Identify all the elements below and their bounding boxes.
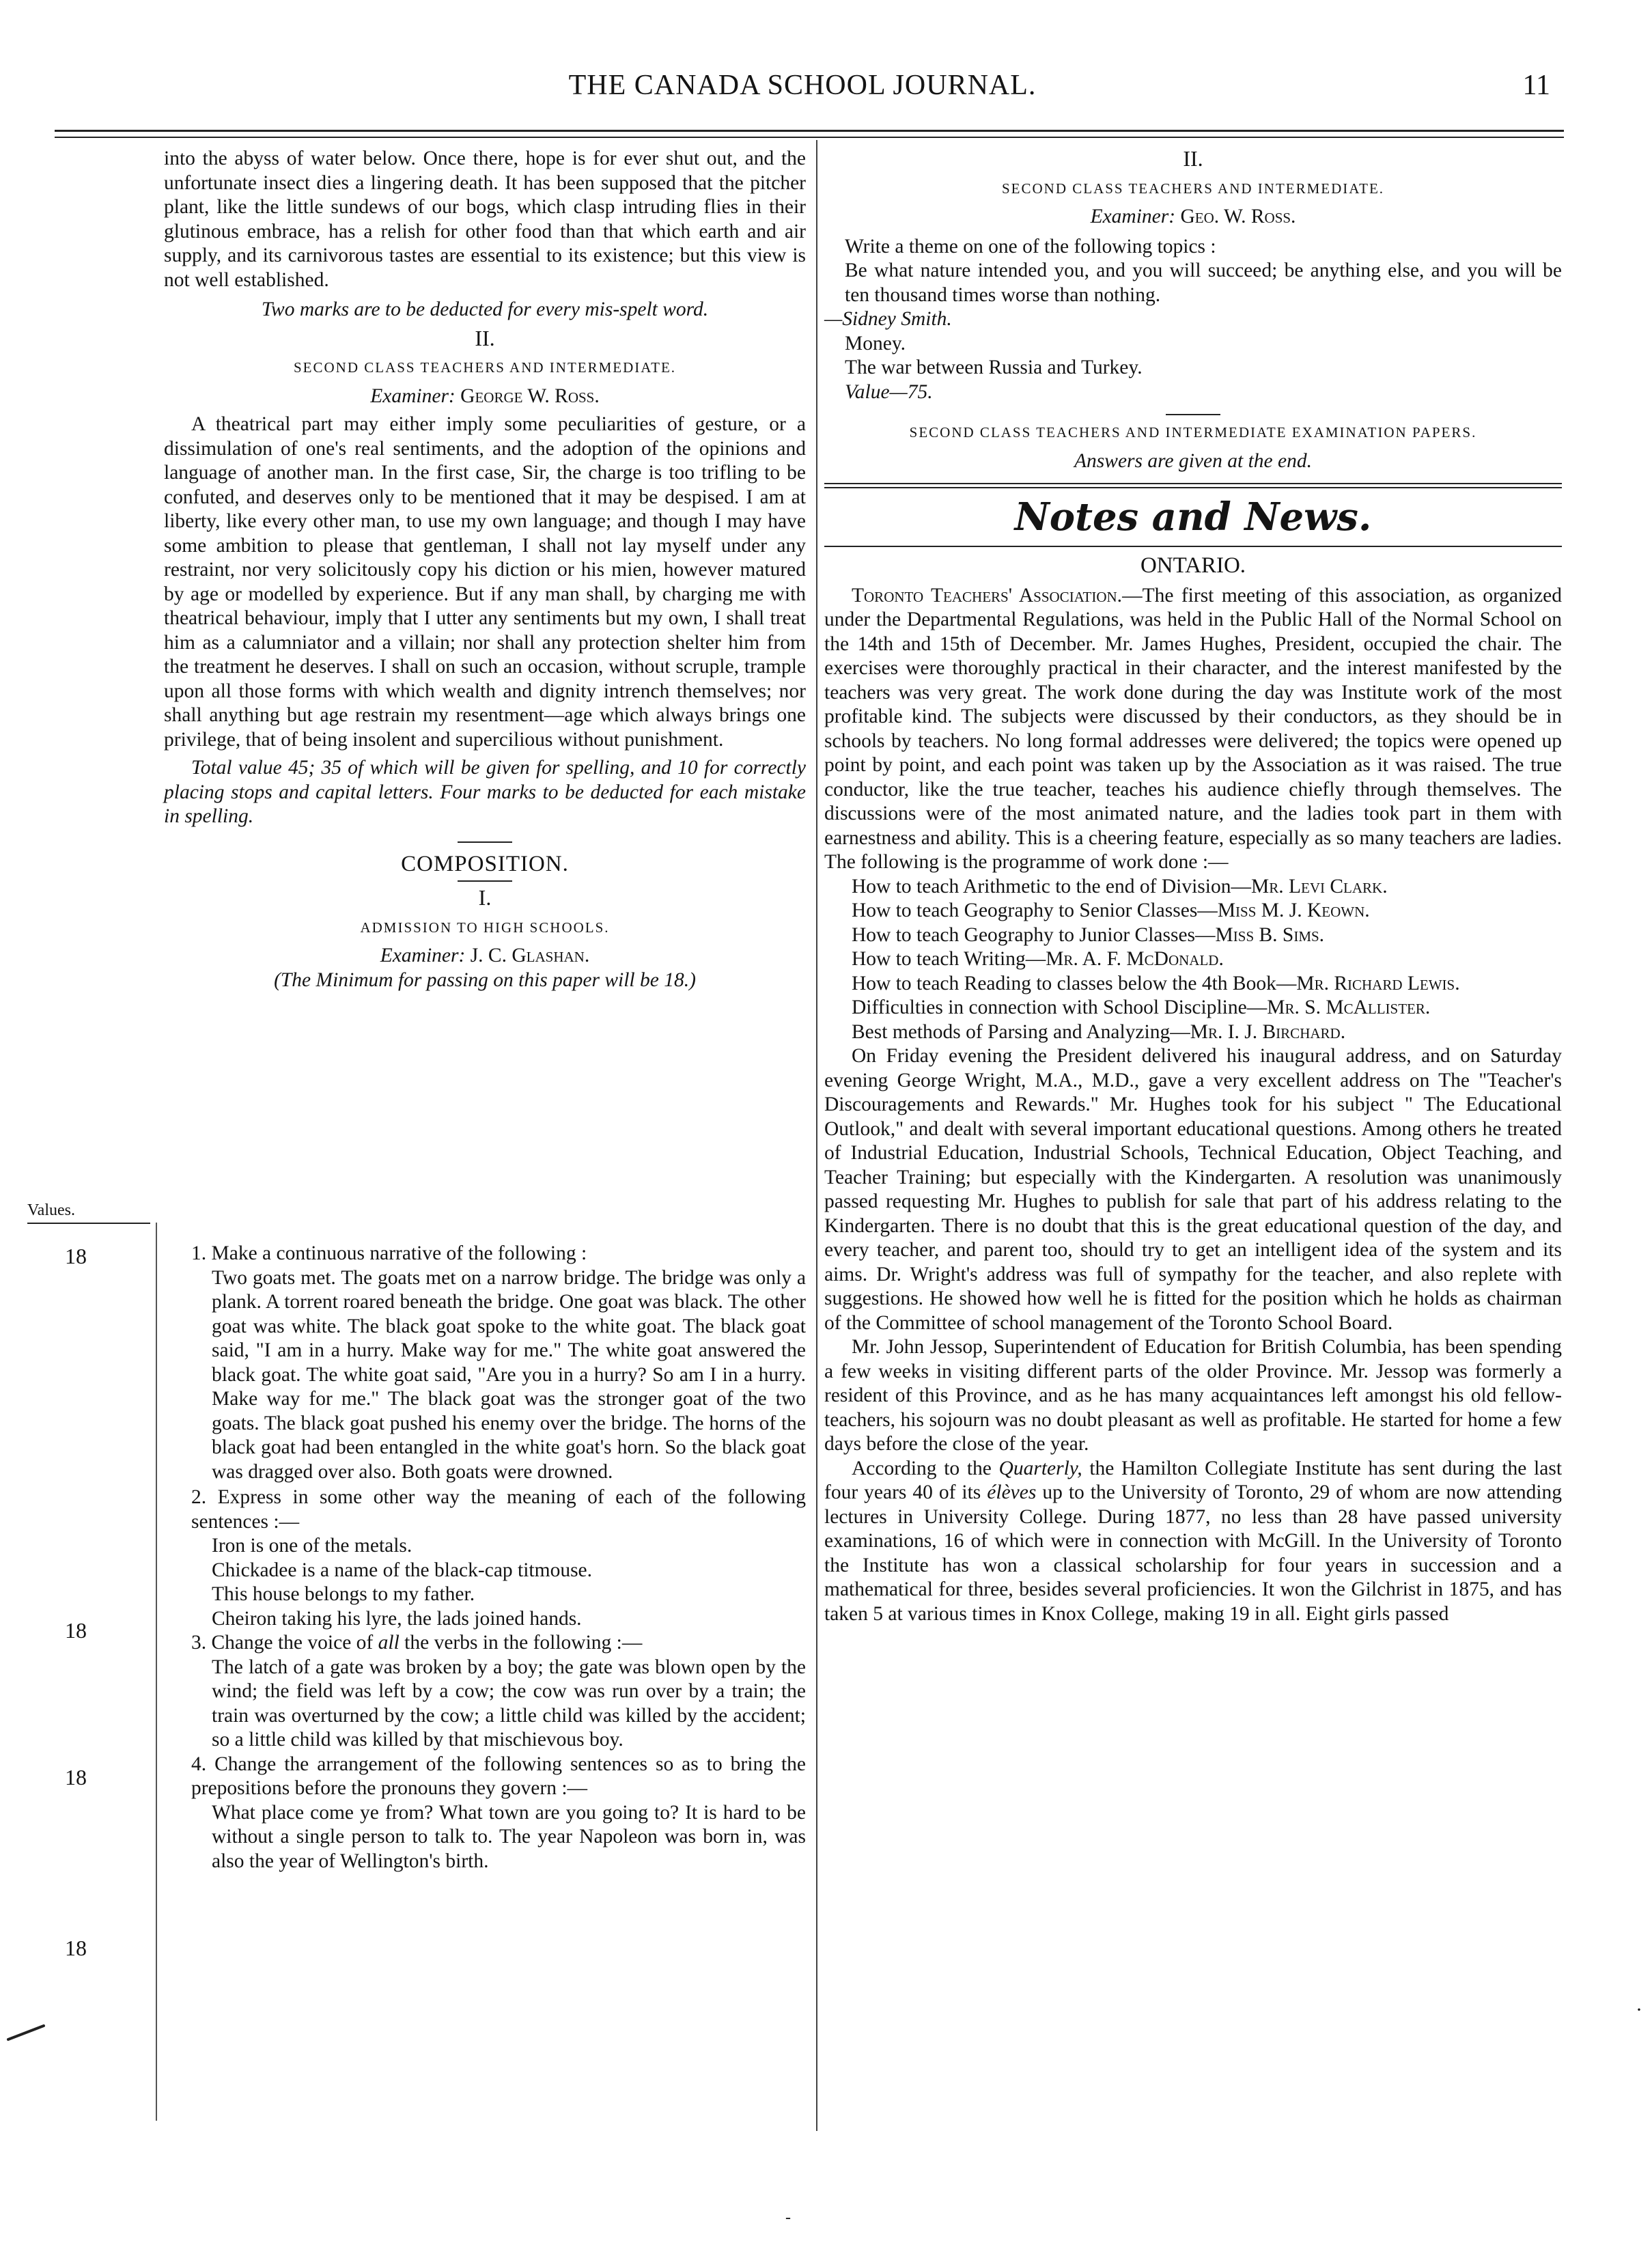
programme-topic: Best methods of Parsing and Analyzing— (852, 1020, 1190, 1043)
examiner-name: J. C. Glashan. (470, 945, 590, 966)
quarterly-title: Quarterly, (998, 1457, 1082, 1479)
hamilton-text: up to the University of Toronto, 29 of whom are now attending lectures in University College. During 1877, no less than 28 have passed university examinations, 16 of which were in connection with McGill. In the University of Toronto the Institute has won a classical scholarship for four years in succession and a mathematical for three, besides several proficiencies. It won the Gilchrist in 1875, and has taken 5 at various times in Knox College, making 19 in all. Eight girls passed (824, 1481, 1563, 1625)
theme-topic: The war between Russia and Turkey. (845, 357, 1143, 378)
value-note: Value—75. (845, 380, 933, 403)
answers-note: Answers are given at the end. (1074, 449, 1312, 472)
programme-item (824, 947, 1562, 972)
friday-paragraph: On Friday evening the President delivered his inaugural address, and on Saturday evening George Wright, M.A., M.D., gave a very excellent address on The "Teacher's Discouragements and Rewards." Mr. Hughes took for his subject " The Educational Outlook," and dealt with several important educational questions. Among others he treated of Industrial Education, Industrial Schools, Technical Education, Object Teaching, and Teacher Training; but especially with the Kindergarten. A resolution was unanimously passed requesting Mr. Hughes to publish for sale that part of his address relating to the Kindergarten. There is no doubt that this is the great educational question of the day, and every teacher, and parent too, should try to get an intelligent idea of the system and its aims. Dr. Wright's address was full of sympathy for the teacher, and also replete with suggestions. He showed how well he is fitted for the position which he holds as chairman of the Committee of school management of the Toronto School Board. (824, 1045, 1562, 1334)
question-2-line: This house belongs to my father. (212, 1583, 475, 1605)
question-2-intro: 2. Express in some other way the meaning of each of the following sentences :— (191, 1486, 806, 1533)
section-heading: SECOND CLASS TEACHERS AND INTERMEDIATE. (293, 359, 677, 376)
ontario-heading: ONTARIO. (1140, 553, 1246, 578)
theme-intro: Write a theme on one of the following topics : (845, 235, 1216, 257)
values-rule (27, 1223, 150, 1224)
journal-title: THE CANADA SCHOOL JOURNAL. (568, 70, 1037, 101)
question-4-body: What place come ye from? What town are you going to? It is hard to be without a single person to talk to. The year Napoleon was born in, was also the year of Wellington's birth. (212, 1801, 806, 1872)
hamilton-text: According to the (852, 1457, 992, 1479)
section-numeral: I. (478, 885, 492, 910)
question-2-line: Iron is one of the metals. (212, 1535, 412, 1557)
question-3-intro (164, 1631, 806, 1656)
total-value-note: Total value 45; 35 of which will be given for spelling, and 10 for correctly placing stops and capital letters. Four marks to be deducted for each mistake in spelling. (164, 757, 806, 827)
question-2-line: Chickadee is a name of the black-cap titmouse. (212, 1559, 593, 1581)
hamilton-paragraph (824, 1457, 1562, 1627)
programme-item (824, 972, 1562, 996)
margin-mark: · (1636, 1998, 1642, 2021)
values-label: Values. (27, 1201, 75, 1219)
section-rule (824, 483, 1562, 484)
programme-topic: How to teach Writing— (852, 948, 1046, 970)
programme-topic: How to teach Geography to Senior Classes— (852, 900, 1218, 921)
programme-item (824, 875, 1562, 900)
question-3-intro-a: 3. Change the voice of (191, 1632, 374, 1654)
examiner-line (164, 385, 806, 409)
paragraph-theatrical: A theatrical part may either imply some peculiarities of gesture, or a dissimulation of one's real sentiments, and the adoption of the opinions and language of another man. In the first case, Sir, the charge is too trifling to be confuted, and deserves only to be mentioned that it may be despised. I am at liberty, like every other man, to use my own language; and though I may have some ambition to please that gentleman, I shall not lay myself under any restraint, nor very solicitously copy his diction or his mien, however matured by age or modelled by experience. But if any man shall, by charging me with theatrical behaviour, imply that I utter any sentiments but my own, I shall treat him as a calumniator and a villain; nor shall any protection shelter him from the treatment he deserves. I shall on such an occasion, without scruple, trample upon all those forms with which wealth and dignity intrench themselves; nor shall anything but age restrain my resentment—age which always brings one privilege, that of being insolent and supercilious without punishment. (164, 413, 806, 751)
section-rule (458, 880, 512, 882)
toronto-paragraph (824, 584, 1562, 875)
toronto-text: —The first meeting of this association, as organized under the Departmental Regulations, was held in the Public Hall of the Normal School on the 14th and 15th of December. Mr. James Hughes, President, occupied the chair. The exercises were thoroughly practical in their character, and the interest manifested by the teachers was very great. The work done during the day was Institute work of the most profitable kind. The subjects were discussed by their conductors, as they should be in schools by teachers. No long formal addresses were delivered; the topics were opened up point by point, and each point was taken up by the Association as it was raised. The true conductor, like the true teacher, teaches his audience chiefly through themselves. The discussions were of the most animated nature, and the ladies took part in them with earnestness and ability. This is a cheering feature, especially as so many teachers are ladies. The following is the programme of work done :— (824, 584, 1563, 873)
question-value: 18 (65, 1936, 87, 1960)
values-divider (156, 1223, 157, 2121)
programme-speaker: Mr. Levi Clark. (1250, 875, 1388, 897)
section-rule (824, 546, 1562, 547)
question-3-intro-all: all (378, 1632, 400, 1654)
question-1-body: Two goats met. The goats met on a narrow bridge. The bridge was only a plank. A torrent roared beneath the bridge. One goat was black. The other goat was white. The black goat spoke to the white goat. The black goat said, "I am in a hurry. Make way for me." The white goat answered the black goat. The white goat said, "Are you in a hurry? So am I in a hurry. Make way for me." The black goat was the stronger goat of the two goats. The black goat pushed his enemy over the bridge. The horns of the black goat had been entangled in the white goat's horn. So the black goat was dragged over also. Both goats were drowned. (212, 1266, 806, 1483)
right-column (824, 147, 1562, 1626)
notes-and-news-title: Notes and News. (1014, 494, 1372, 540)
examiner-name: Geo. W. Ross. (1180, 206, 1296, 227)
programme-speaker: Miss B. Sims. (1215, 923, 1325, 946)
programme-topic: Difficulties in connection with School Discipline— (852, 996, 1268, 1018)
examiner-name: George W. Ross. (460, 385, 600, 407)
section-rule (824, 487, 1562, 488)
theme-quote-author: —Sidney Smith. (824, 308, 952, 330)
marks-note: Two marks are to be deducted for every mis-spelt word. (261, 298, 709, 320)
examiner-label: Examiner: (380, 945, 466, 966)
section-heading: SECOND CLASS TEACHERS AND INTERMEDIATE. (1001, 180, 1385, 197)
eleves-word: élèves (987, 1481, 1037, 1503)
theme-quote: Be what nature intended you, and you will succeed; be anything else, and you will be ten thousand times worse than nothing. (845, 260, 1562, 306)
question-3-intro-b: the verbs in the following :— (404, 1632, 643, 1654)
examiner-line (164, 944, 806, 968)
question-2-line: Cheiron taking his lyre, the lads joined hands. (212, 1607, 582, 1630)
programme-speaker: Mr. S. McAllister. (1267, 996, 1431, 1018)
section-heading: ADMISSION TO HIGH SCHOOLS. (360, 919, 610, 936)
composition-title: COMPOSITION. (401, 851, 569, 876)
column-divider (816, 140, 817, 2131)
programme-item (824, 996, 1562, 1020)
page-number: 11 (1522, 70, 1550, 101)
header-rule (55, 137, 1564, 138)
section-rule (458, 841, 512, 843)
minimum-note: (The Minimum for passing on this paper will be 18.) (274, 968, 696, 991)
question-value: 18 (65, 1765, 87, 1789)
programme-speaker: Mr. Richard Lewis. (1296, 972, 1460, 994)
programme-topic: How to teach Reading to classes below the 4th Book— (852, 972, 1297, 994)
section-numeral: II. (1183, 146, 1203, 171)
programme-topic: How to teach Geography to Junior Classes— (852, 923, 1216, 946)
section-rule (1166, 414, 1220, 415)
examiner-label: Examiner: (1090, 206, 1176, 227)
programme-item (824, 923, 1562, 948)
question-1-intro: 1. Make a continuous narrative of the following : (191, 1242, 587, 1264)
page-mark: - (785, 2209, 791, 2227)
header-rule (55, 130, 1564, 132)
toronto-lead: Toronto Teachers' Association. (852, 584, 1123, 607)
programme-speaker: Mr. I. J. Birchard. (1190, 1020, 1346, 1043)
question-4-intro: 4. Change the arrangement of the following sentences so as to bring the prepositions before the pronouns they govern :— (191, 1753, 806, 1799)
left-column (164, 147, 806, 992)
paragraph-abyss: into the abyss of water below. Once there, hope is for ever shut out, and the unfortunate insect dies a lingering death. It has been supposed that the pitcher plant, like the little sundews of our bogs, which clasp intruding flies in their glutinous embrace, has a relish for other food than that which earth and air supply, and its carnivorous tastes are essential to its existence; but this view is not well established. (164, 148, 806, 291)
examiner-line (824, 205, 1562, 229)
programme-topic: How to teach Arithmetic to the end of Division— (852, 875, 1251, 897)
jessop-paragraph: Mr. John Jessop, Superintendent of Education for British Columbia, has been spending a few weeks in visiting different parts of the older Province. Mr. Jessop was formerly a resident of this Province, and as he has many acquaintances left amongst his old fellow-teachers, his sojourn was no doubt pleasant as well as profitable. He started for home a few days before the close of the year. (824, 1336, 1562, 1455)
programme-speaker: Miss M. J. Keown. (1217, 900, 1370, 921)
examiner-label: Examiner: (370, 385, 456, 407)
hamilton-text: the Hamilton Collegiate Institute has sent during the last four years 40 of its (824, 1457, 1563, 1503)
question-value: 18 (65, 1244, 87, 1268)
programme-item (824, 899, 1562, 923)
section-numeral: II. (475, 325, 495, 350)
programme-item (824, 1020, 1562, 1045)
papers-heading: SECOND CLASS TEACHERS AND INTERMEDIATE EXAMINATION PAPERS. (909, 424, 1477, 441)
pencil-mark (5, 2022, 46, 2042)
composition-questions (164, 1223, 806, 1873)
question-3-body: The latch of a gate was broken by a boy; the gate was blown open by the wind; the field was left by a cow; the cow was run over by a train; the train was overturned by the cow; a little child was killed by the accident; so a little child was killed by that mischievous boy. (212, 1656, 806, 1751)
theme-topic: Money. (845, 332, 906, 354)
programme-speaker: Mr. A. F. McDonald. (1046, 948, 1224, 970)
running-head (48, 68, 1557, 116)
question-value: 18 (65, 1618, 87, 1643)
